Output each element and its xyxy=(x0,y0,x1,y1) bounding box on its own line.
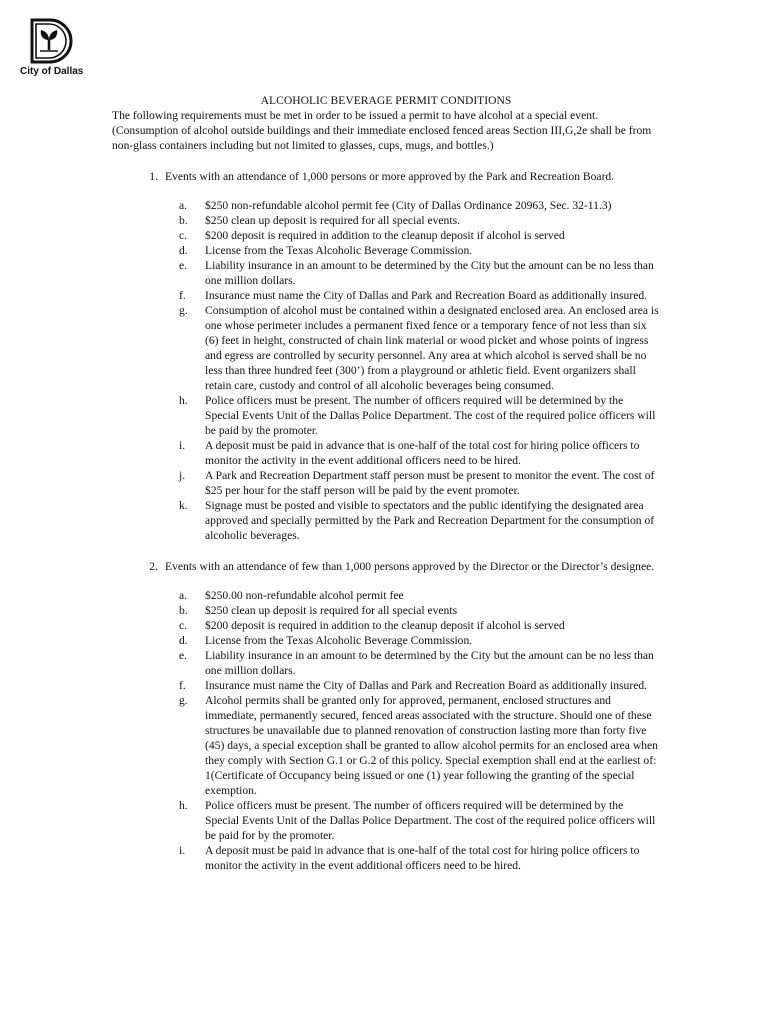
item-text: Signage must be posted and visible to spectators and the public identifying the designated area approved and specially permitted by the Park and Recreation Department for the consumption of alcoholic beverages. xyxy=(205,499,655,542)
item-letter: f. xyxy=(179,289,186,302)
item-text: A Park and Recreation Department staff person must be present to monitor the event. The cost of $25 per hour for the staff person will be paid by the event promoter. xyxy=(205,469,655,497)
item-text: $250 non-refundable alcohol permit fee (City of Dallas Ordinance 20963, Sec. 32-11.3) xyxy=(205,199,612,212)
section-2 xyxy=(112,559,660,873)
item-text: $200 deposit is required in addition to the cleanup deposit if alcohol is served xyxy=(205,229,565,242)
section-items xyxy=(112,588,660,873)
list-item xyxy=(174,213,660,228)
item-letter: b. xyxy=(179,604,188,617)
list-item xyxy=(174,243,660,258)
item-letter: c. xyxy=(179,229,188,242)
list-item xyxy=(174,618,660,633)
item-letter: g. xyxy=(179,304,188,317)
item-text: $250 clean up deposit is required for all special events. xyxy=(205,214,460,227)
list-item xyxy=(174,438,660,468)
page-title: ALCOHOLIC BEVERAGE PERMIT CONDITIONS xyxy=(260,94,512,107)
section-text: Events with an attendance of 1,000 persons or more approved by the Park and Recreation Board. xyxy=(165,170,615,183)
item-text: Police officers must be present. The number of officers required will be determined by the Special Events Unit of the Dallas Police Department. The cost of the required police officers will be paid by the promoter. xyxy=(205,394,656,437)
list-item xyxy=(174,228,660,243)
item-text: Insurance must name the City of Dallas and Park and Recreation Board as additionally insured. xyxy=(205,679,648,692)
list-item xyxy=(174,468,660,498)
item-letter: i. xyxy=(179,439,186,452)
item-text: $250.00 non-refundable alcohol permit fee xyxy=(205,589,404,602)
item-text: Liability insurance in an amount to be determined by the City but the amount can be no less than one million dollars. xyxy=(205,259,654,287)
list-item xyxy=(174,198,660,213)
item-letter: f. xyxy=(179,679,186,692)
item-letter: g. xyxy=(179,694,188,707)
intro-paragraph: The following requirements must be met in order to be issued a permit to have alcohol at a special event. (Consumption of alcohol outside buildings and their immediate enclosed fenced areas Section III,G,2e shall be from non-glass containers including but not limited to glasses, cups, mugs, and bottles.) xyxy=(112,109,652,152)
item-text: License from the Texas Alcoholic Beverage Commission. xyxy=(205,244,473,257)
list-item xyxy=(174,648,660,678)
item-text: Consumption of alcohol must be contained within a designated enclosed area. An enclosed area is one whose perimeter includes a permanent fixed fence or a temporary fence of not less than six (6) feet in height, constructed of chain link material or wood picket and whose points of ingress and egress are controlled by security personnel. Any area at which alcohol is served shall be no less than three hundred feet (300’) from a playground or athletic field. Event organizers shall retain care, custody and control of all alcoholic beverages being consumed. xyxy=(205,304,659,392)
list-item xyxy=(174,588,660,603)
list-item xyxy=(174,303,660,393)
section-number: 2. xyxy=(149,560,158,573)
item-text: Insurance must name the City of Dallas and Park and Recreation Board as additionally insured. xyxy=(205,289,648,302)
item-text: Police officers must be present. The number of officers required will be determined by the Special Events Unit of the Dallas Police Department. The cost of the required police officers will be paid for by the promoter. xyxy=(205,799,656,842)
section-text: Events with an attendance of few than 1,000 persons approved by the Director or the Director’s designee. xyxy=(165,560,655,573)
dallas-d-logo-icon xyxy=(28,18,74,64)
list-item xyxy=(174,693,660,798)
item-letter: d. xyxy=(179,634,188,647)
list-item xyxy=(174,258,660,288)
list-item xyxy=(174,603,660,618)
document-body xyxy=(112,93,660,873)
list-item xyxy=(174,498,660,543)
item-letter: h. xyxy=(179,394,188,407)
item-letter: e. xyxy=(179,259,188,272)
item-letter: k. xyxy=(179,499,188,512)
item-letter: a. xyxy=(179,589,188,602)
item-letter: d. xyxy=(179,244,188,257)
list-item xyxy=(174,393,660,438)
item-letter: c. xyxy=(179,619,188,632)
section-1 xyxy=(112,169,660,543)
list-item xyxy=(174,288,660,303)
section-heading xyxy=(112,169,660,184)
section-number: 1. xyxy=(149,170,158,183)
item-letter: e. xyxy=(179,649,188,662)
item-letter: a. xyxy=(179,199,188,212)
item-text: $200 deposit is required in addition to the cleanup deposit if alcohol is served xyxy=(205,619,565,632)
list-item xyxy=(174,678,660,693)
section-items xyxy=(112,198,660,543)
item-text: A deposit must be paid in advance that is one-half of the total cost for hiring police officers to monitor the activity in the event additional officers need to be hired. xyxy=(205,844,640,872)
list-item xyxy=(174,633,660,648)
item-text: License from the Texas Alcoholic Beverage Commission. xyxy=(205,634,473,647)
item-text: Liability insurance in an amount to be determined by the City but the amount can be no less than one million dollars. xyxy=(205,649,654,677)
list-item xyxy=(174,798,660,843)
item-letter: i. xyxy=(179,844,186,857)
item-letter: j. xyxy=(179,469,186,482)
logo-text: City of Dallas xyxy=(20,66,84,77)
item-letter: b. xyxy=(179,214,188,227)
item-text: A deposit must be paid in advance that is one-half of the total cost for hiring police officers to monitor the activity in the event additional officers need to be hired. xyxy=(205,439,640,467)
item-letter: h. xyxy=(179,799,188,812)
list-item xyxy=(174,843,660,873)
item-text: $250 clean up deposit is required for all special events xyxy=(205,604,458,617)
city-logo xyxy=(20,18,88,77)
item-text: Alcohol permits shall be granted only for approved, permanent, enclosed structures and immediate, permanently secured, fenced areas associated with the structure. Should one of these structures be unavailable due to planned renovation of construction lasting more than forty five (45) days, a special exception shall be granted to allow alcohol permits for an enclosed area when they comply with Section G.1 or G.2 of this policy. Special exemption shall end at the earliest of: 1(Certificate of Occupancy being issued or one (1) year following the granting of the special exemption. xyxy=(205,694,658,797)
section-heading xyxy=(112,559,660,574)
